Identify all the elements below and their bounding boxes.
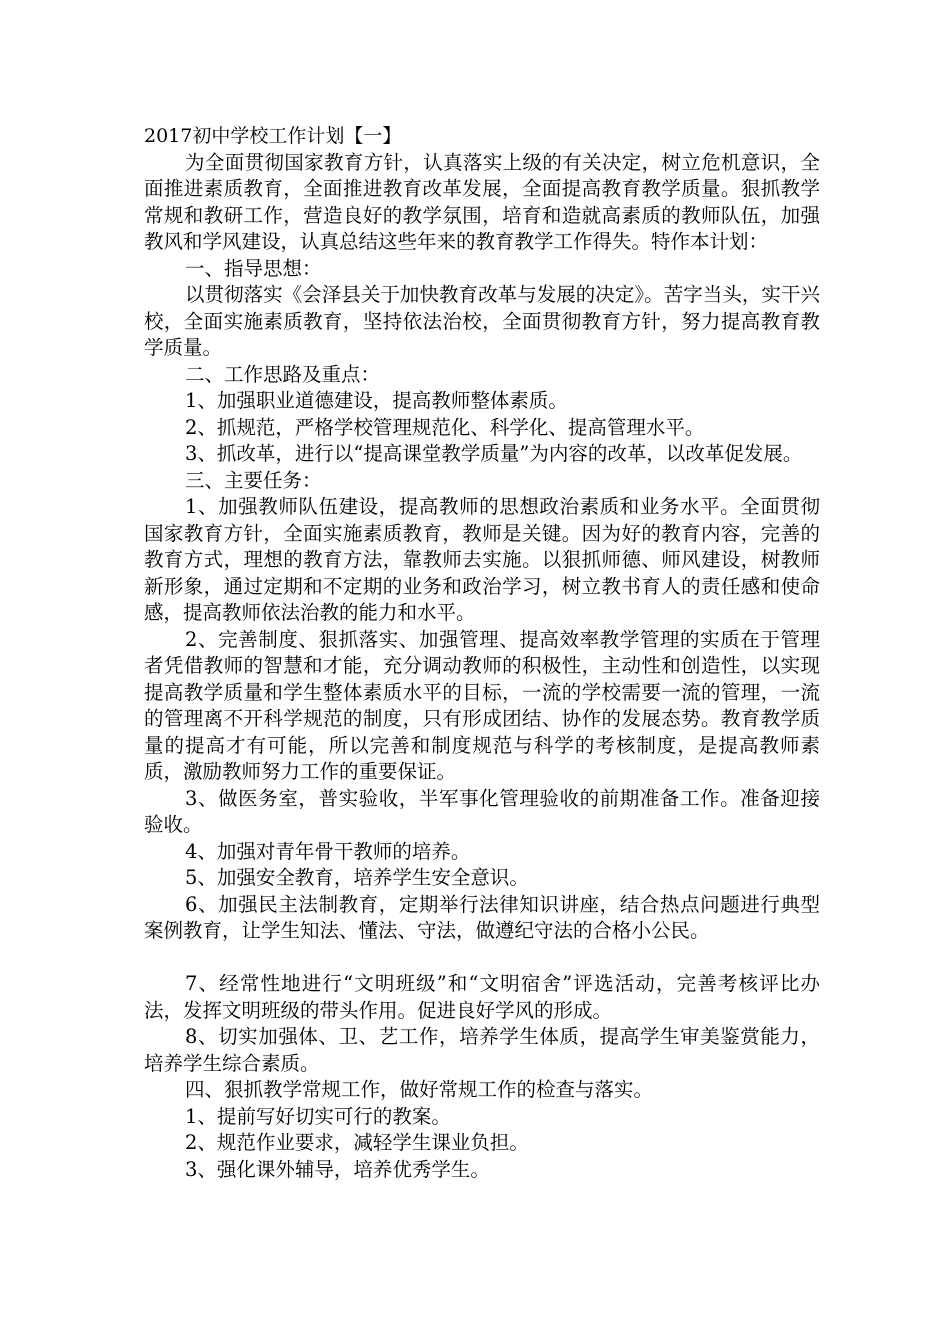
main-task-item: 5、加强安全教育，培养学生安全意识。 — [185, 866, 529, 889]
blank-line — [144, 945, 820, 972]
main-task-item: 6、加强民主法制教育，定期举行法律知识讲座，结合热点问题进行典型案例教育，让学生知法、懂法、守法，做遵纪守法的合格小公民。 — [144, 892, 820, 942]
document-body — [144, 123, 820, 1183]
teaching-routine-item: 3、强化课外辅导，培养优秀学生。 — [185, 1157, 490, 1181]
section-heading-teaching-routine: 四、狠抓教学常规工作，做好常规工作的检查与落实。 — [185, 1078, 654, 1101]
guiding-ideology-paragraph: 以贯彻落实《会泽县关于加快教育改革与发展的决定》。苦字当头，实干兴校，全面实施素质教育，坚持依法治校，全面贯彻教育方针，努力提高教育教学质量。 — [144, 283, 820, 359]
main-task-item: 8、切实加强体、卫、艺工作，培养学生体质，提高学生审美鉴赏能力，培养学生综合素质。 — [144, 1025, 820, 1075]
main-task-item: 4、加强对青年骨干教师的培养。 — [185, 839, 471, 863]
section-heading-main-tasks: 三、主要任务： — [185, 468, 322, 492]
teaching-routine-item: 1、提前写好切实可行的教案。 — [185, 1104, 451, 1128]
main-task-item: 7、经常性地进行“文明班级”和“文明宿舍”评选活动，完善考核评比办法，发挥文明班级的带头作用。促进良好学风的形成。 — [144, 972, 820, 1022]
intro-paragraph: 为全面贯彻国家教育方针，认真落实上级的有关决定，树立危机意识，全面推进素质教育，全面推进教育改革发展，全面提高教育教学质量。狠抓教学常规和教研工作，营造良好的教学氛围，培育和造就高素质的教师队伍，加强教风和学风建设，认真总结这些年来的教育教学工作得失。特作本计划： — [144, 150, 820, 253]
work-idea-item: 2、抓规范，严格学校管理规范化、科学化、提高管理水平。 — [185, 415, 705, 439]
main-task-item: 3、做医务室，普实验收，半军事化管理验收的前期准备工作。准备迎接验收。 — [144, 786, 820, 836]
work-idea-item: 1、加强职业道德建设，提高教师整体素质。 — [185, 389, 568, 412]
work-idea-item: 3、抓改革，进行以“提高课堂教学质量”为内容的改革，以改革促发展。 — [185, 442, 803, 465]
main-task-item: 1、加强教师队伍建设，提高教师的思想政治素质和业务水平。全面贯彻国家教育方针，全面实施素质教育，教师是关键。因为好的教育内容，完善的教育方式，理想的教育方法，靠教师去实施。以狠抓师德、师风建设，树教师新形象，通过定期和不定期的业务和政治学习，树立教书育人的责任感和使命感，提高教师依法治教的能力和水平。 — [144, 495, 820, 624]
document-title: 2017初中学校工作计划【一】 — [144, 125, 402, 147]
section-heading-work-ideas: 二、工作思路及重点： — [185, 362, 381, 386]
main-task-item: 2、完善制度、狠抓落实、加强管理、提高效率教学管理的实质在于管理者凭借教师的智慧和才能，充分调动教师的积极性，主动性和创造性，以实现提高教学质量和学生整体素质水平的目标，一流的学校需要一流的管理，一流的管理离不开科学规范的制度，只有形成团结、协作的发展态势。教育教学质量的提高才有可能，所以完善和制度规范与科学的考核制度，是提高教师素质，激励教师努力工作的重要保证。 — [144, 627, 820, 783]
section-heading-guiding-ideology: 一、指导思想： — [185, 256, 322, 280]
teaching-routine-item: 2、规范作业要求，减轻学生课业负担。 — [185, 1131, 529, 1154]
